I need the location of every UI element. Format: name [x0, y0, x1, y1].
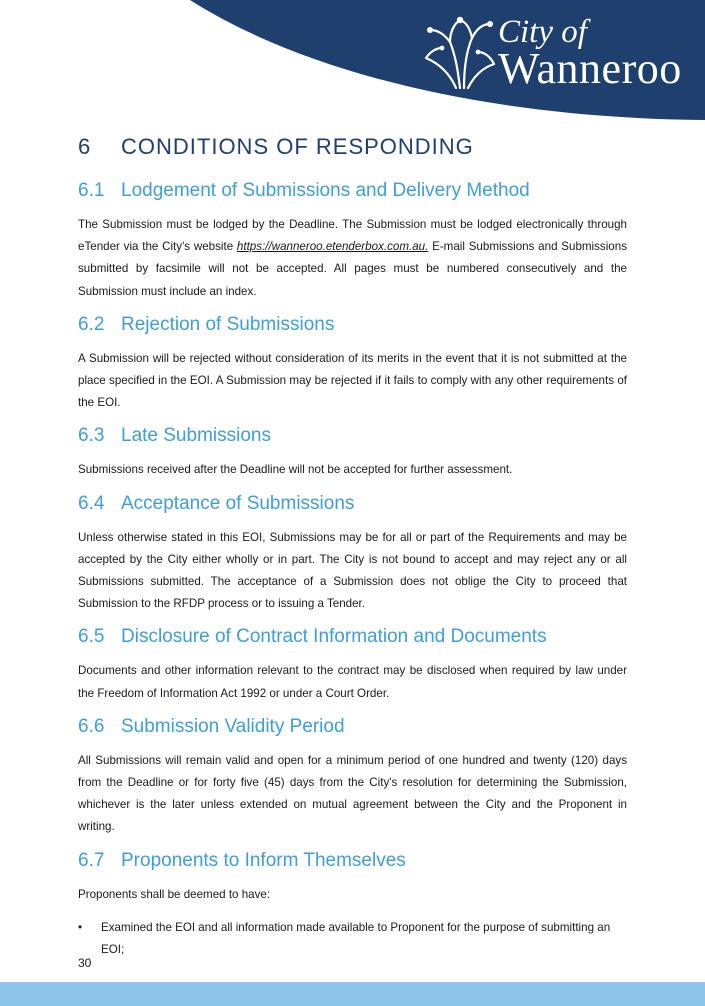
subsection-heading-6-6: [78, 716, 627, 738]
footer-bar: [0, 982, 705, 1006]
subsection-number: 6.2: [78, 313, 105, 335]
subsection-title: Rejection of Submissions: [121, 313, 335, 335]
paragraph-acceptance: Unless otherwise stated in this EOI, Submissions may be for all or part of the Requirements and may be accepted by the City either wholly or in part. The City is not bound to accept and may reject any or all Submissions submitted. The acceptance of a Submission does not oblige the City to proceed that Submission to the RFDP process or to issuing a Tender.: [78, 530, 627, 611]
list-item-text: Examined the EOI and all information made available to Proponent for the purpose of submitting an EOI;: [101, 920, 611, 956]
section-title: CONDITIONS OF RESPONDING: [121, 134, 474, 159]
subsection-title: Proponents to Inform Themselves: [121, 849, 406, 871]
flower-icon: [420, 12, 496, 90]
subsection-heading-6-2: [78, 314, 627, 336]
subsection-heading-6-4: [78, 493, 627, 515]
paragraph-text: The Submission must be lodged by the Deadline. The Submission must be lodged electronically through eTender via the City's website: [78, 218, 627, 254]
logo-text-city-of: City of: [498, 14, 587, 50]
paragraph-lodgement: [78, 214, 627, 303]
subsection-number: 6.1: [78, 180, 105, 201]
subsection-heading-6-1: [78, 180, 627, 202]
section-heading: [78, 134, 627, 160]
subsection-number: 6.4: [78, 492, 105, 514]
subsection-number: 6.7: [78, 849, 105, 871]
subsection-title: Disclosure of Contract Information and Documents: [121, 626, 547, 648]
section-number: 6: [78, 134, 92, 159]
paragraph-rejection: A Submission will be rejected without consideration of its merits in the event that it is not submitted at the place specified in the EOI. A Submission may be rejected if it fails to comply with any other requirements of the EOI.: [78, 351, 627, 410]
paragraph-proponents: Proponents shall be deemed to have:: [78, 887, 271, 901]
paragraph-disclosure: Documents and other information relevant to the contract may be disclosed when required by law under the Freedom of Information Act 1992 or under a Court Order.: [78, 664, 627, 700]
paragraph-text: E-mail Submissions and Submissions submitted by facsimile will not be accepted. All pages must be numbered consecutively and the Submission must include an index.: [78, 240, 627, 298]
page-content: [78, 134, 627, 961]
etenderbox-link[interactable]: https://wanneroo.etenderbox.com.au.: [236, 240, 429, 254]
subsection-title: Lodgement of Submissions and Delivery Method: [121, 180, 530, 201]
list-item: [78, 917, 627, 961]
subsection-title: Late Submissions: [121, 425, 271, 447]
subsection-number: 6.6: [78, 715, 105, 737]
subsection-heading-6-7: [78, 850, 627, 872]
paragraph-validity: All Submissions will remain valid and open for a minimum period of one hundred and twenty (120) days from the Deadline or for forty five (45) days from the City's resolution for determining the Submission, whichever is the later unless extended on mutual agreement between the City and the Proponent in writing.: [78, 753, 627, 834]
logo-text-wanneroo: Wanneroo: [498, 44, 682, 93]
subsection-number: 6.3: [78, 425, 105, 447]
bullet-icon: •: [78, 920, 83, 934]
city-of-wanneroo-logo: [420, 10, 700, 100]
subsection-heading-6-5: [78, 626, 627, 648]
bullet-list: [78, 917, 627, 961]
subsection-heading-6-3: [78, 425, 627, 447]
paragraph-late-submissions: Submissions received after the Deadline will not be accepted for further assessment.: [78, 463, 513, 477]
page-number: 30: [78, 956, 92, 970]
subsection-number: 6.5: [78, 626, 105, 648]
subsection-title: Acceptance of Submissions: [121, 492, 355, 514]
subsection-title: Submission Validity Period: [121, 715, 345, 737]
